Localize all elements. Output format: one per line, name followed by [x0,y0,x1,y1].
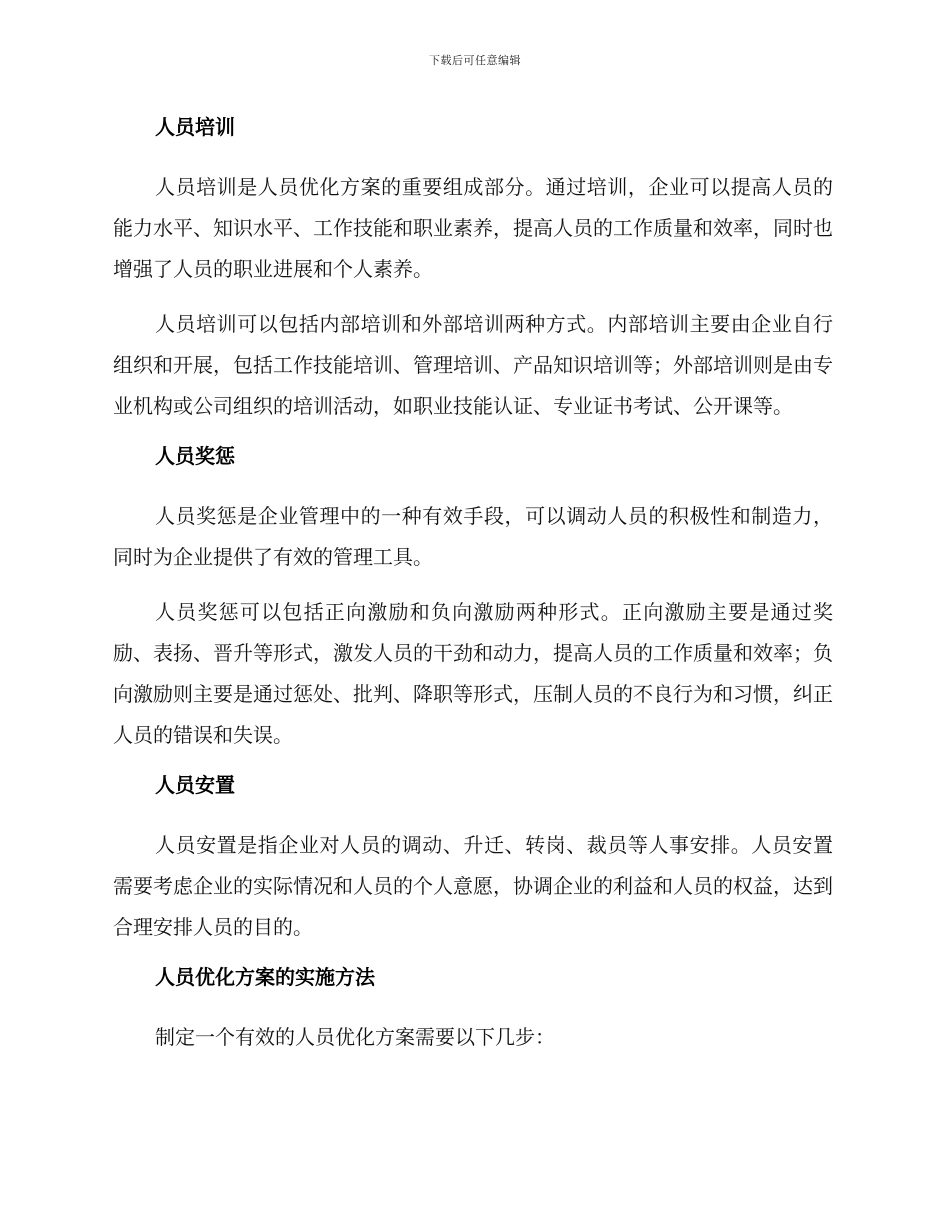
spacer [113,427,833,441]
document-body [113,112,833,1058]
spacer [113,142,833,167]
paragraph: 人员安置是指企业对人员的调动、升迁、转岗、裁员等人事安排。人员安置需要考虑企业的实际情况和人员的个人意愿，协调企业的利益和人员的权益，达到合理安排人员的目的。 [113,833,833,939]
spacer [113,800,833,825]
paragraph: 人员奖惩是企业管理中的一种有效手段，可以调动人员的积极性和制造力，同时为企业提供了有效的管理工具。 [113,504,833,569]
spacer [113,992,833,1017]
section-title-implementation: 人员优化方案的实施方法 [155,965,375,989]
spacer [113,756,833,770]
spacer [113,948,833,962]
paragraph: 人员奖惩可以包括正向激励和负向激励两种形式。正向激励主要是通过奖励、表扬、晋升等形式，激发人员的干劲和动力，提高人员的工作质量和效率；负向激励则主要是通过惩处、批判、降职等形式，压制人员的不良行为和习惯，纠正人员的错误和失误。 [113,600,833,747]
paragraph: 人员培训是人员优化方案的重要组成部分。通过培训，企业可以提高人员的能力水平、知识水平、工作技能和职业素养，提高人员的工作质量和效率，同时也增强了人员的职业进展和个人素养。 [113,175,833,281]
page-header: 下载后可任意编辑 [429,54,521,67]
spacer [113,578,833,592]
paragraph: 制定一个有效的人员优化方案需要以下几步： [155,1025,555,1049]
section-title-placement: 人员安置 [155,773,235,797]
paragraph: 人员培训可以包括内部培训和外部培训两种方式。内部培训主要由企业自行组织和开展，包括工作技能培训、管理培训、产品知识培训等；外部培训则是由专业机构或公司组织的培训活动，如职业技能认证、专业证书考试、公开课等。 [113,312,833,418]
spacer [113,290,833,304]
section-title-training: 人员培训 [155,115,235,139]
section-title-rewards: 人员奖惩 [155,444,235,468]
spacer [113,471,833,496]
